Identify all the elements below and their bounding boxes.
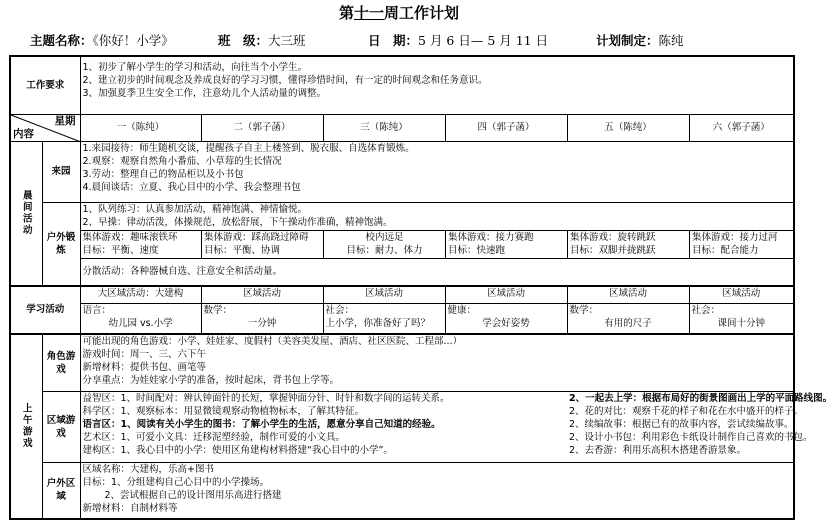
area-game-label xyxy=(42,392,80,463)
area-line: 2、去香游：利用乐高积木搭建香游景象。 xyxy=(569,445,747,456)
date-info xyxy=(368,31,548,49)
study-topic: 幼儿园 vs.小学 xyxy=(108,318,173,329)
game-goal: 目标：平衡、协调 xyxy=(204,244,281,256)
area-game-row xyxy=(10,392,794,463)
outdoor-games-row xyxy=(10,230,794,286)
game-cell xyxy=(324,231,446,259)
day-header: 四（郭子菡） xyxy=(445,114,567,141)
study-topic: 有用的尺子 xyxy=(604,318,652,329)
study-topic: 一分钟 xyxy=(247,318,277,329)
day-header: 一（陈纯） xyxy=(80,114,201,141)
game-cell xyxy=(568,231,690,259)
work-req-item: 3、加强夏季卫生安全工作，注意幼儿个人活动量的调整。 xyxy=(82,88,327,99)
area-line: 科学区：1、观察标本：用显微镜观察动物植物标本，了解其特征。 xyxy=(82,406,365,417)
area-line: 2、一起去上学：根据布局好的街景图画出上学的平面路线图。 xyxy=(569,393,832,404)
study-subject: 数学： xyxy=(203,305,233,316)
title-suffix: 周工作计划 xyxy=(384,4,460,22)
games-row xyxy=(81,231,795,259)
theme-label: 主题名称： xyxy=(30,33,93,48)
role-game-label xyxy=(42,334,80,392)
outdoor-exercise-row xyxy=(10,202,794,230)
plan-table xyxy=(9,55,832,520)
theme-info xyxy=(30,31,174,49)
game-name: 校内远足 xyxy=(365,231,404,243)
study-cell xyxy=(567,304,689,334)
forenoon-game-text: 上午游戏 xyxy=(20,403,32,449)
study-area-header: 大区域活动：大建构 xyxy=(80,286,201,304)
role-line: 可能出现的角色游戏：小学、娃娃家、度假村（美容美发屋、酒店、社区医院、工程部...） xyxy=(82,335,463,347)
outdoor-exercise-label xyxy=(42,202,80,286)
study-cell xyxy=(80,304,201,334)
outdoor-area-line: 目标：1、分组建构自己心目中的小学操场。 xyxy=(82,477,270,488)
outdoor-area-line: 区域名称：大建构，乐高+图书 xyxy=(82,464,214,475)
date-value: 5 月 6 日— 5 月 11 日 xyxy=(418,33,549,48)
game-name: 集体游戏：接力过河 xyxy=(692,231,778,243)
title-week-number: 十一 xyxy=(353,4,384,22)
study-cell xyxy=(323,304,445,334)
outdoor-area-label xyxy=(42,463,80,519)
outdoor-area-line: 新增材料：自制材料等 xyxy=(82,503,178,514)
outdoor-area-row xyxy=(10,463,794,519)
game-goal: 目标：双脚并拢跳跃 xyxy=(570,244,656,256)
role-line: 新增材料：提供书包、画笔等 xyxy=(82,361,207,373)
theme-value: 《你好！小学》 xyxy=(92,33,174,48)
work-requirements-label: 工作要求 xyxy=(10,56,80,114)
class-label: 班 级： xyxy=(218,33,269,48)
outdoor-exercise-content xyxy=(80,202,794,230)
game-name: 集体游戏：趣味滚铁环 xyxy=(82,231,178,243)
morning-arrival-row xyxy=(10,141,794,202)
area-line: 语言区：1、阅读有关小学生的图书：了解小学生的生活，愿意分享自己知道的经验。 xyxy=(82,419,441,430)
morning-activity-label xyxy=(10,141,42,286)
scatter-activity-text: 分散活动：各种器械自选、注意安全和活动量。 xyxy=(81,259,795,285)
diag-content-label: 内容 xyxy=(13,127,34,140)
diagonal-header-cell xyxy=(10,114,80,141)
study-activity-label xyxy=(10,286,80,334)
study-subject: 数学： xyxy=(569,305,599,316)
study-cell xyxy=(689,304,794,334)
area-line: 益智区：1、时间配对：辨认钟面针的长短，掌握钟面分针、时针和数字间的运转关系。 xyxy=(82,393,450,404)
study-subject: 健康： xyxy=(447,305,477,316)
outdoor-games-container xyxy=(80,230,794,286)
outdoor-area-content xyxy=(80,463,794,519)
game-name: 集体游戏：接力赛跑 xyxy=(448,231,534,243)
game-goal: 目标：配合能力 xyxy=(692,244,759,256)
scatter-row xyxy=(81,259,795,285)
maker-label: 计划制定： xyxy=(596,33,659,48)
area-game-text: 区域游戏 xyxy=(46,415,76,439)
game-cell xyxy=(81,231,202,259)
area-line: 建构区：1、我心目中的小学：使用区角建构材料搭建“我心目中的小学”。 xyxy=(82,445,393,456)
study-area-header: 区域活动 xyxy=(567,286,689,304)
page-title xyxy=(0,2,798,23)
study-subject: 社会： xyxy=(325,305,355,316)
area-game-left xyxy=(80,392,567,463)
study-cell xyxy=(201,304,323,334)
study-topic: 课间十分钟 xyxy=(717,318,766,329)
game-cell xyxy=(690,231,795,259)
role-game-content xyxy=(80,334,794,392)
game-goal: 目标：平衡、速度 xyxy=(82,244,159,256)
arrival-label: 来园 xyxy=(42,141,80,202)
study-cell xyxy=(445,304,567,334)
study-activity-text: 学习活动 xyxy=(26,304,65,315)
work-req-item: 1、初步了解小学生的学习和活动，向往当个小学生。 xyxy=(82,62,308,73)
work-requirements-row xyxy=(10,56,794,114)
area-line: 2、设计小书包：利用彩色卡纸设计制作自己喜欢的书包。 xyxy=(569,432,813,443)
arrival-content xyxy=(80,141,794,202)
game-goal: 目标：快速跑 xyxy=(448,244,506,256)
date-label: 日 期： xyxy=(368,33,419,48)
study-area-header: 区域活动 xyxy=(323,286,445,304)
outdoor-area-line: 2、尝试根据自己的设计图用乐高进行搭建 xyxy=(104,490,282,501)
area-line: 2、花的对比：观察千花的样子和花在水中盛开的样子。 xyxy=(569,406,804,417)
study-area-header: 区域活动 xyxy=(689,286,794,304)
maker-info xyxy=(596,31,684,49)
arrival-line: 1.来园接待：师生随机交谈，提醒孩子自主上楼签到、脱衣服、自选体育锻炼。 xyxy=(82,142,415,154)
role-game-text: 角色游戏 xyxy=(46,350,76,375)
forenoon-game-label xyxy=(10,334,42,519)
arrival-line: 2.观察：观察自然角小番茄、小草莓的生长情况 xyxy=(82,155,282,167)
role-game-row xyxy=(10,334,794,392)
arrival-line: 4.晨间谈话：立夏、我心目中的小学、我会整理书包 xyxy=(82,181,301,193)
game-goal: 目标：耐力、体力 xyxy=(346,244,423,256)
day-header: 六（郭子菡） xyxy=(689,114,794,141)
role-line: 分享重点：为娃娃家小学的准备，按时起床，背书包上学等。 xyxy=(82,374,340,386)
work-req-item: 2、建立初步的时间观念及养成良好的学习习惯，懂得珍惜时间，有一定的时间观念和任务意识。 xyxy=(82,75,488,86)
arrival-line: 3.劳动：整理自己的物品柜以及小书包 xyxy=(82,168,244,180)
role-line: 游戏时间：周一、三、六下午 xyxy=(82,348,207,360)
game-cell xyxy=(446,231,568,259)
outdoor-line: 2、早操：律动活泼，体操规范，放松舒展，下午操动作准确，精神饱满。 xyxy=(82,216,393,228)
outdoor-area-text: 户外区域 xyxy=(46,478,76,503)
study-subject: 语言： xyxy=(82,305,112,316)
area-line: 2、续编故事：根据已有的故事内容，尝试续编故事。 xyxy=(569,419,794,430)
class-value: 大三班 xyxy=(268,33,306,48)
game-name: 集体游戏：踩高跷过障碍 xyxy=(204,231,309,243)
maker-value: 陈纯 xyxy=(658,33,684,48)
study-topic: 学会好姿势 xyxy=(482,318,530,329)
study-areas-row xyxy=(10,286,794,304)
day-header-row xyxy=(10,114,794,141)
study-subject: 社会： xyxy=(691,305,721,316)
study-content-row xyxy=(10,304,794,334)
outdoor-exercise-text: 户外锻炼 xyxy=(46,231,76,256)
study-topic: 上小学，你准备好了吗？ xyxy=(325,318,431,329)
game-cell xyxy=(202,231,324,259)
area-game-right xyxy=(567,392,832,463)
games-subtable xyxy=(81,231,795,285)
day-header: 三（陈纯） xyxy=(323,114,445,141)
diag-weekday-label: 星期 xyxy=(54,114,76,127)
morning-activity-text: 晨间活动 xyxy=(20,190,32,236)
day-header: 五（陈纯） xyxy=(567,114,689,141)
game-name: 集体游戏：旋转跳跃 xyxy=(570,231,656,243)
outdoor-line: 1、队列练习：认真参加活动，精神饱满、神情愉悦。 xyxy=(82,203,308,215)
area-line: 艺术区：1、可爱小文具：迁移泥塑经验，制作可爱的小文具。 xyxy=(82,432,346,443)
work-requirements-content xyxy=(80,56,794,114)
class-info xyxy=(218,31,306,49)
study-area-header: 区域活动 xyxy=(445,286,567,304)
title-prefix: 第 xyxy=(338,4,354,22)
day-header: 二（郭子菡） xyxy=(201,114,323,141)
study-area-header: 区域活动 xyxy=(201,286,323,304)
